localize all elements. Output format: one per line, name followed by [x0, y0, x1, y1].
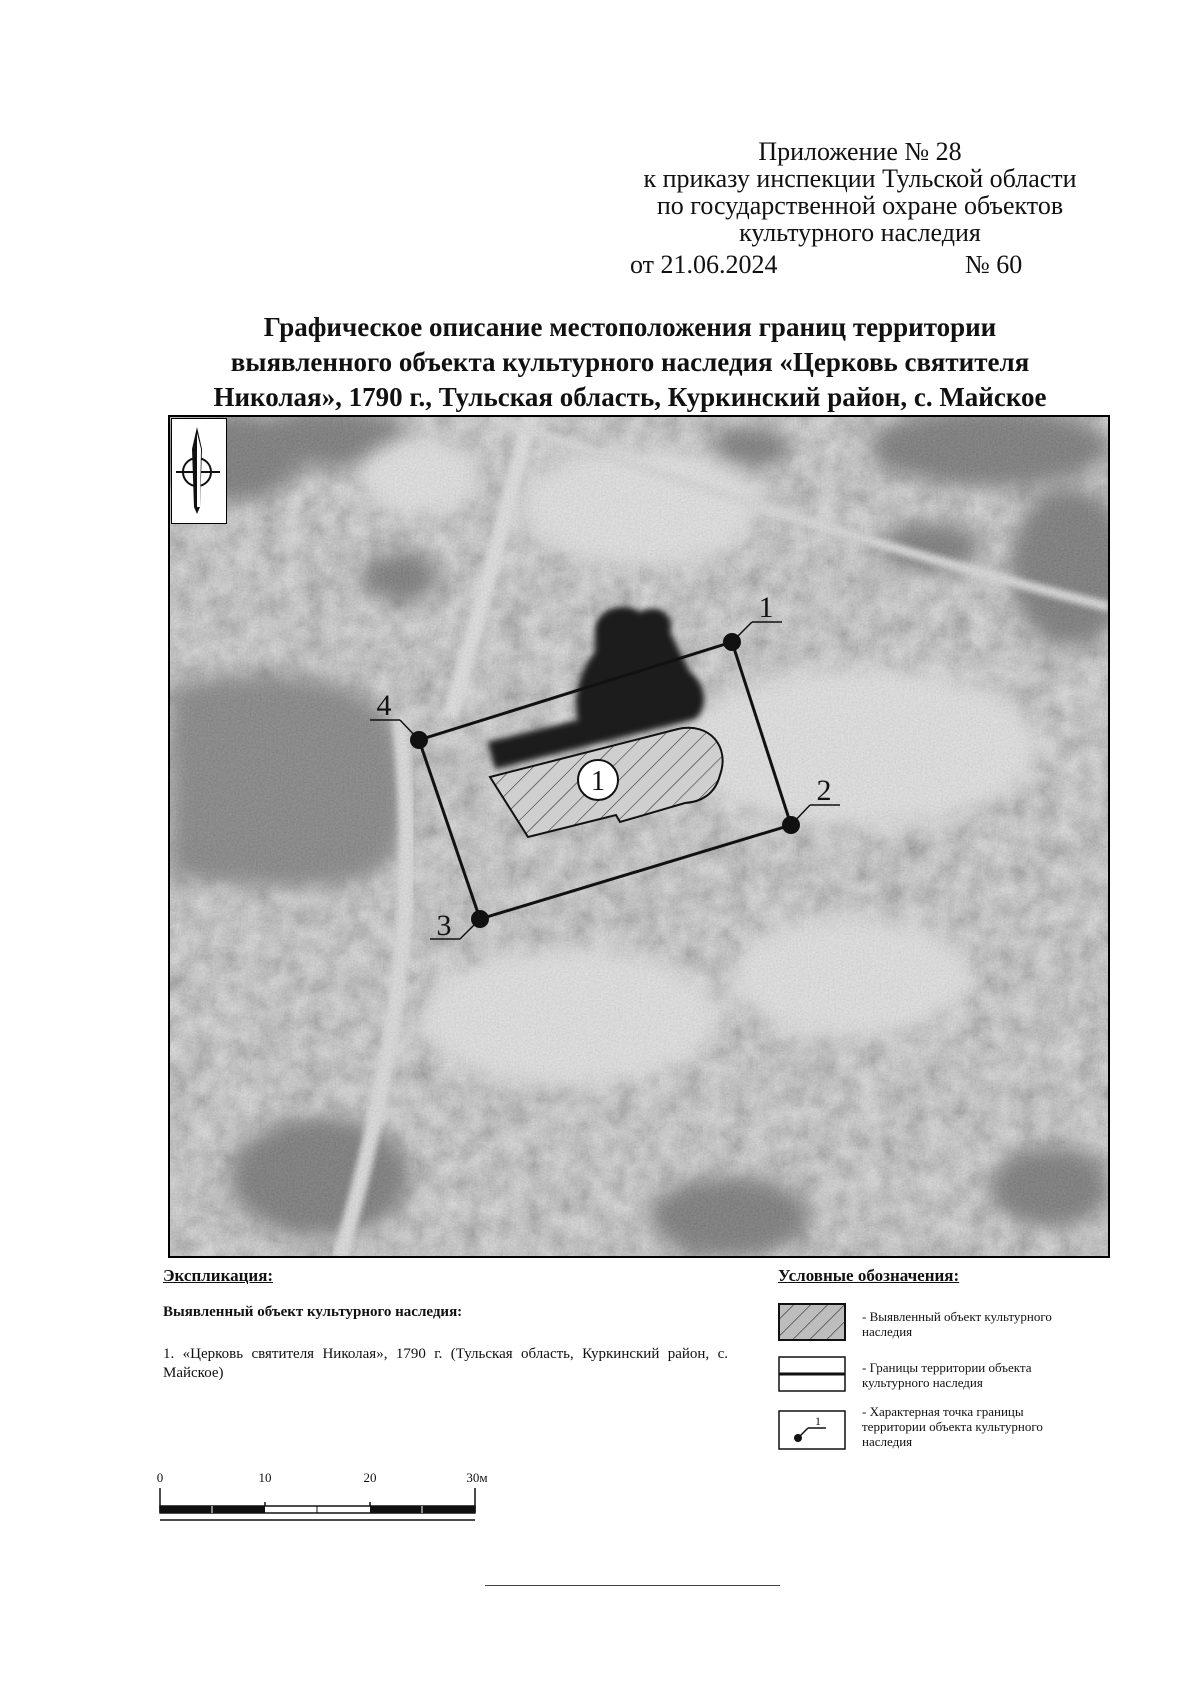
- legend-boundary-point-label: 1: [815, 1414, 821, 1428]
- scale-label-0: 0: [156, 1470, 164, 1485]
- legend-hatched-area-text: - Выявленный объект культурного наследия: [862, 1309, 1052, 1339]
- scale-label-30: 30м: [466, 1470, 488, 1485]
- object-number-label: 1: [591, 766, 605, 797]
- boundary-point-3-label: 3: [436, 909, 452, 942]
- north-arrow: [171, 418, 227, 524]
- aerial-map: [168, 415, 1110, 1258]
- title-line: выявленного объекта культурного наследия «Церковь святителя: [230, 347, 1030, 377]
- map-fine-grain: [170, 417, 1110, 1258]
- boundary-point-1-label: 1: [758, 591, 774, 624]
- scale-bar: [152, 1468, 492, 1533]
- footer-divider: [485, 1585, 780, 1586]
- explication-heading: Экспликация:: [163, 1266, 274, 1285]
- legend-boundary-point-text: - Характерная точка границы территории объекта культурного наследия: [862, 1404, 1043, 1449]
- order-number: № 60: [965, 250, 1023, 279]
- boundary-point-4-label: 4: [376, 689, 392, 722]
- boundary-point-2-label: 2: [816, 774, 832, 807]
- scale-label-20: 20: [363, 1470, 377, 1485]
- title-line: Николая», 1790 г., Тульская область, Куркинский район, с. Майское: [213, 382, 1047, 412]
- explication-item: 1. «Церковь святителя Николая», 1790 г. (Тульская область, Куркинский район, с. Майское): [163, 1346, 728, 1381]
- scale-label-10: 10: [258, 1470, 272, 1485]
- title-line: Графическое описание местоположения границ территории: [263, 312, 997, 342]
- order-date: от 21.06.2024: [630, 250, 778, 279]
- document-title: [150, 310, 1110, 415]
- appendix-order-line: по государственной охране объектов: [656, 191, 1064, 220]
- legend-hatched-area-symbol: [778, 1303, 846, 1341]
- appendix-order-line: к приказу инспекции Тульской области: [643, 164, 1077, 193]
- legend-boundary-line-text: - Границы территории объекта культурного наследия: [862, 1360, 1032, 1390]
- explication-subtitle: Выявленный объект культурного наследия:: [163, 1304, 463, 1320]
- appendix-header: [600, 138, 1120, 246]
- legend-boundary-point-symbol: [778, 1410, 846, 1450]
- legend-boundary-line-symbol: [778, 1356, 846, 1392]
- appendix-number: Приложение № 28: [758, 137, 962, 166]
- legend-heading: Условные обозначения:: [778, 1266, 960, 1285]
- appendix-order-line: культурного наследия: [739, 218, 981, 247]
